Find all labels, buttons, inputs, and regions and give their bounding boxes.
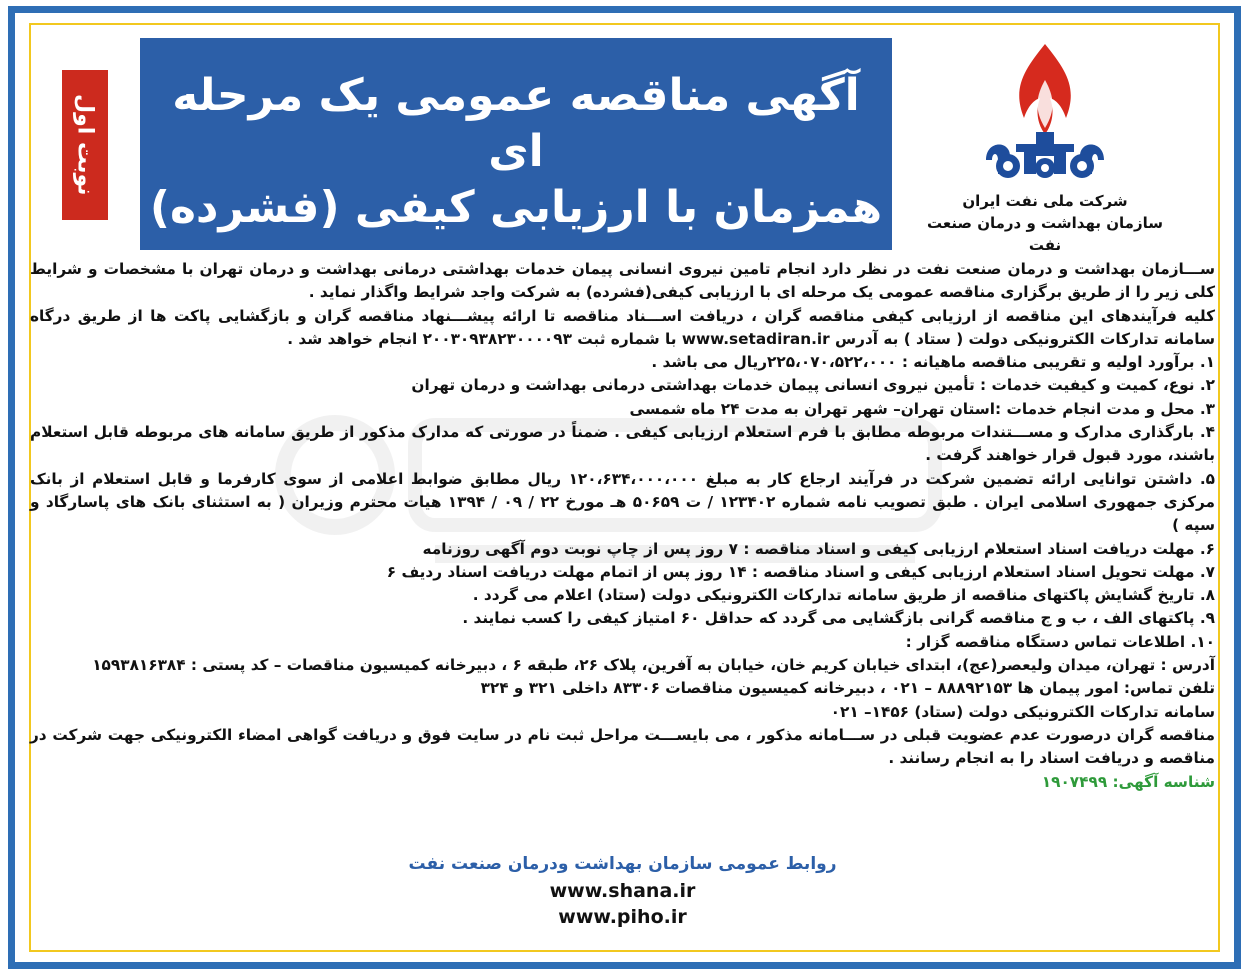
intro-paragraph: ســـازمان بهداشت و درمان صنعت نفت در نظر دارد انجام تامین نیروی انسانی پیمان خدمات بهداشتی درمانی بهداشت و درمان تهران با مشخصات و شرایط کلی زیر را از طریق برگزاری مناقصه عمومی یک مرحله ای با ارزیابی کیفی(فشرده) به شرکت واجد شرایط واگذار نماید .	[30, 260, 1215, 302]
list-item: ۱۰. اطلاعات تماس دستگاه مناقصه گزار :	[905, 632, 1215, 651]
list-item: ۱. برآورد اولیه و تقریبی مناقصه ماهیانه : ۲۲۵،۰۷۰،۵۲۲،۰۰۰ریال می باشد .	[651, 353, 1215, 372]
list-item: ۲. نوع، کمیت و کیفیت خدمات : تأمین نیروی انسانی پیمان خدمات بهداشتی درمانی بهداشت و درمان تهران	[411, 376, 1215, 395]
list-item: ۸. تاریخ گشایش پاکتهای مناقصه از طریق سامانه تدارکات الکترونیکی دولت (ستاد) اعلام می گردد .	[472, 586, 1215, 605]
contact-address: آدرس : تهران، میدان ولیعصر(عج)، ابتدای خیابان کریم خان، خیابان به آفرین، پلاک ۲۶، طبقه ۶ ، دبیرخانه کمیسیون مناقصات – کد پستی : ۱۵۹۳۸۱۶۳۸۴	[92, 656, 1215, 675]
title-line-1: آگهی مناقصه عمومی یک مرحله ای	[172, 70, 860, 177]
list-item: ۶. مهلت دریافت اسناد استعلام ارزیابی کیفی و اسناد مناقصه : ۷ روز پس از چاپ نوبت دوم آگهی روزنامه	[422, 539, 1215, 558]
contact-phone: تلفن تماس: امور پیمان ها ۸۸۸۹۲۱۵۳ – ۰۲۱ ، دبیرخانه کمیسیون مناقصات ۸۳۳۰۶ داخلی ۳۲۱ و ۳۲۴	[480, 679, 1215, 698]
company-name: شرکت ملی نفت ایران	[962, 192, 1128, 210]
process-paragraph: کلیه فرآیندهای این مناقصه از ارزیابی کیفی مناقصه گران ، دریافت اســـناد مناقصه تا ارائه پیشـــنهاد مناقصه گران و بازگشایی پاکت ها از طریق درگاه سامانه تدارکات الکترونیکی دولت ( ستاد ) به آدرس www.setadiran.ir با شماره ثبت ۲۰۰۳۰۹۳۸۲۳۰۰۰۰۹۳ انجام خواهد شد .	[30, 306, 1215, 348]
contact-setad: سامانه تدارکات الکترونیکی دولت (ستاد) ۱۴۵۶– ۰۲۱	[830, 702, 1215, 721]
footer-url-piho: www.piho.ir	[558, 906, 687, 928]
ad-code: شناسه آگهی: ۱۹۰۷۴۹۹	[1041, 772, 1215, 791]
list-item: ۳. محل و مدت انجام خدمات :استان تهران– شهر تهران به مدت ۲۴ ماه شمسی	[629, 399, 1215, 418]
footer	[30, 850, 1215, 930]
list-item: ۵. داشتن توانایی ارائه تضمین شرکت در فرآیند ارجاع کار به مبلغ ۱۲۰،۶۳۴،۰۰۰،۰۰۰ ریال مطابق ضوابط اعلامی از سوی کارفرما و قابل استعلام از بانک مرکزی جمهوری اسلامی ایران . طبق تصویب نامه شماره ۱۲۳۴۰۲ / ت ۵۰۶۵۹ هـ مورخ ۲۲ / ۰۹ / ۱۳۹۴ هیات محترم وزیران ( به استثنای بانک های پاسارگاد و سپه )	[30, 469, 1215, 535]
list-item: ۴. بارگذاری مدارک و مســـتندات مربوطه مطابق با فرم استعلام ارزیابی کیفی . ضمناً در صورتی که مدارک مذکور از طریق سامانه های مربوطه قابل استعلام باشند، مورد قبول قرار خواهند گرفت .	[30, 423, 1215, 465]
public-relations: روابط عمومی سازمان بهداشت ودرمان صنعت نفت	[408, 854, 837, 874]
list-item: ۹. پاکتهای الف ، ب و ج مناقصه گرانی بازگشایی می گردد که حداقل ۶۰ امتیاز کیفی را کسب نمایند .	[462, 609, 1215, 628]
turn-badge	[62, 70, 108, 220]
department-name: سازمان بهداشت و درمان صنعت نفت	[927, 214, 1163, 254]
title-banner	[140, 38, 892, 250]
turn-badge-label: نوبت اول	[72, 94, 98, 196]
footer-url-shana: www.shana.ir	[549, 880, 696, 902]
title-line-2: همزمان با ارزیابی کیفی (فشرده)	[149, 182, 883, 233]
ad-body	[30, 258, 1215, 794]
org-logo-block	[925, 40, 1165, 254]
nioc-logo-icon	[970, 40, 1120, 190]
list-item: ۷. مهلت تحویل اسناد استعلام ارزیابی کیفی و اسناد مناقصه : ۱۴ روز پس از اتمام مهلت دریافت اسناد ردیف ۶	[386, 562, 1215, 581]
registration-note: مناقصه گران درصورت عدم عضویت قبلی در ســـامانه مذکور ، می بایســـت مراحل ثبت نام در سایت فوق و دریافت گواهی امضاء الکترونیکی جهت شرکت در مناقصه و دریافت اسناد را به انجام رسانند .	[30, 725, 1215, 768]
